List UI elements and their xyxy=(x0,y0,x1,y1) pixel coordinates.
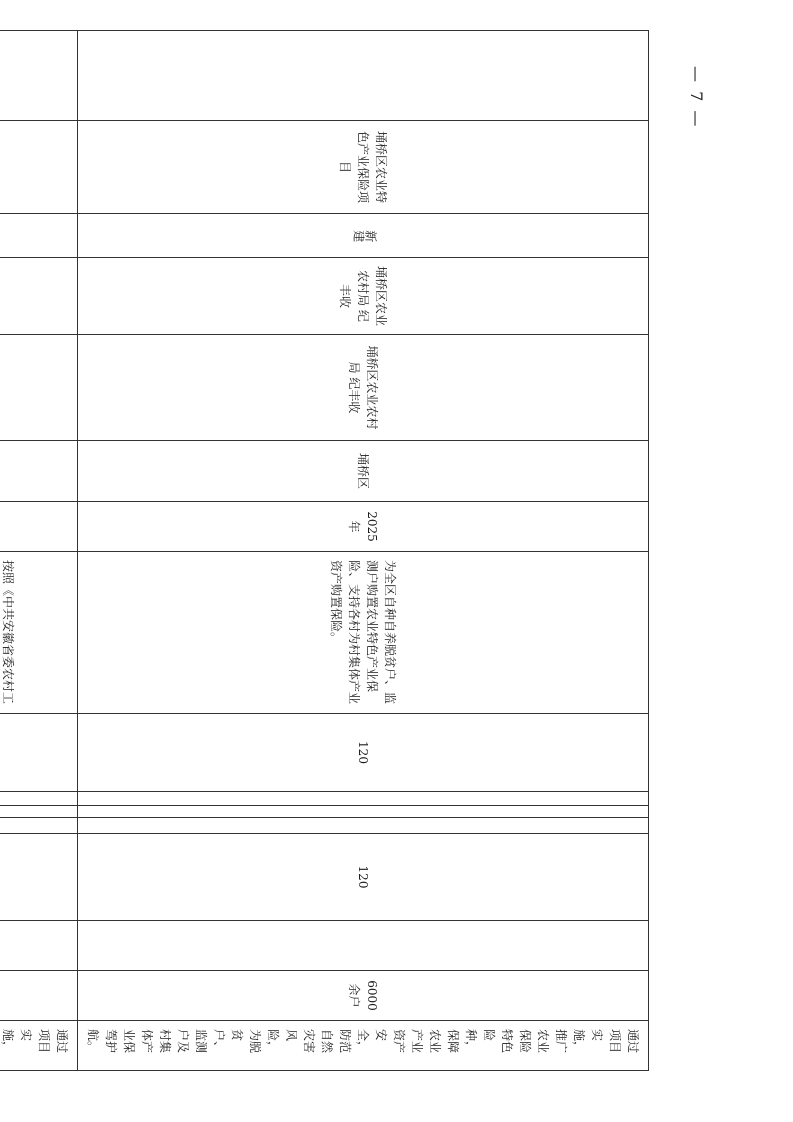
sub-fund-cell xyxy=(0,818,78,834)
benefit-mechanism-cell: 通过项目实施， xyxy=(0,1021,78,1071)
sub-fund-cell xyxy=(78,806,649,818)
implementing-dept-cell: 埇桥区农业农村局 纪丰收 xyxy=(78,335,649,441)
location-cell xyxy=(0,441,78,502)
content-cell: 为全区自种自养脱贫户、监测户购置农业特色产业保险、支持各村为村集体产业资产购置保险。 xyxy=(78,552,649,714)
sub-fund-cell xyxy=(78,792,649,806)
responsible-unit-cell: 埇桥区农业农村局 纪丰收 xyxy=(78,258,649,335)
beneficiaries-cell: 6000余户 xyxy=(78,971,649,1021)
content-cell: 按照《中共安徽省委农村工 xyxy=(0,552,78,714)
beneficiaries-cell xyxy=(0,971,78,1021)
sub-fund-cell xyxy=(0,792,78,806)
table-row xyxy=(78,31,649,1071)
page-number: — 7 — xyxy=(687,66,706,129)
project-name-cell xyxy=(0,121,78,214)
project-name-cell: 埇桥区农业特色产业保险项目 xyxy=(78,121,649,214)
year-cell xyxy=(0,502,78,552)
other-fund-cell xyxy=(78,921,649,971)
project-table xyxy=(0,30,649,1071)
rotated-table-container xyxy=(1,30,649,1070)
sub-fund-cell xyxy=(78,818,649,834)
fund-amount-cell xyxy=(0,834,78,921)
construction-type-cell xyxy=(0,214,78,258)
construction-type-cell: 新建 xyxy=(78,214,649,258)
location-cell: 埇桥区 xyxy=(78,441,649,502)
implementing-dept-cell xyxy=(0,335,78,441)
total-investment-cell xyxy=(0,714,78,792)
table-row xyxy=(0,31,78,1071)
sub-fund-cell xyxy=(0,806,78,818)
responsible-unit-cell xyxy=(0,258,78,335)
fund-amount-cell: 120 xyxy=(78,834,649,921)
row-index-cell xyxy=(0,31,78,121)
total-investment-cell: 120 xyxy=(78,714,649,792)
year-cell: 2025年 xyxy=(78,502,649,552)
other-fund-cell xyxy=(0,921,78,971)
row-index-cell xyxy=(78,31,649,121)
benefit-mechanism-cell: 通过项目实施，推广农业保险特色险种，保障农业产业资产安全，防范自然灾害风险，为脱贫户、监测户及村集体产业保驾护航。 xyxy=(78,1021,649,1071)
